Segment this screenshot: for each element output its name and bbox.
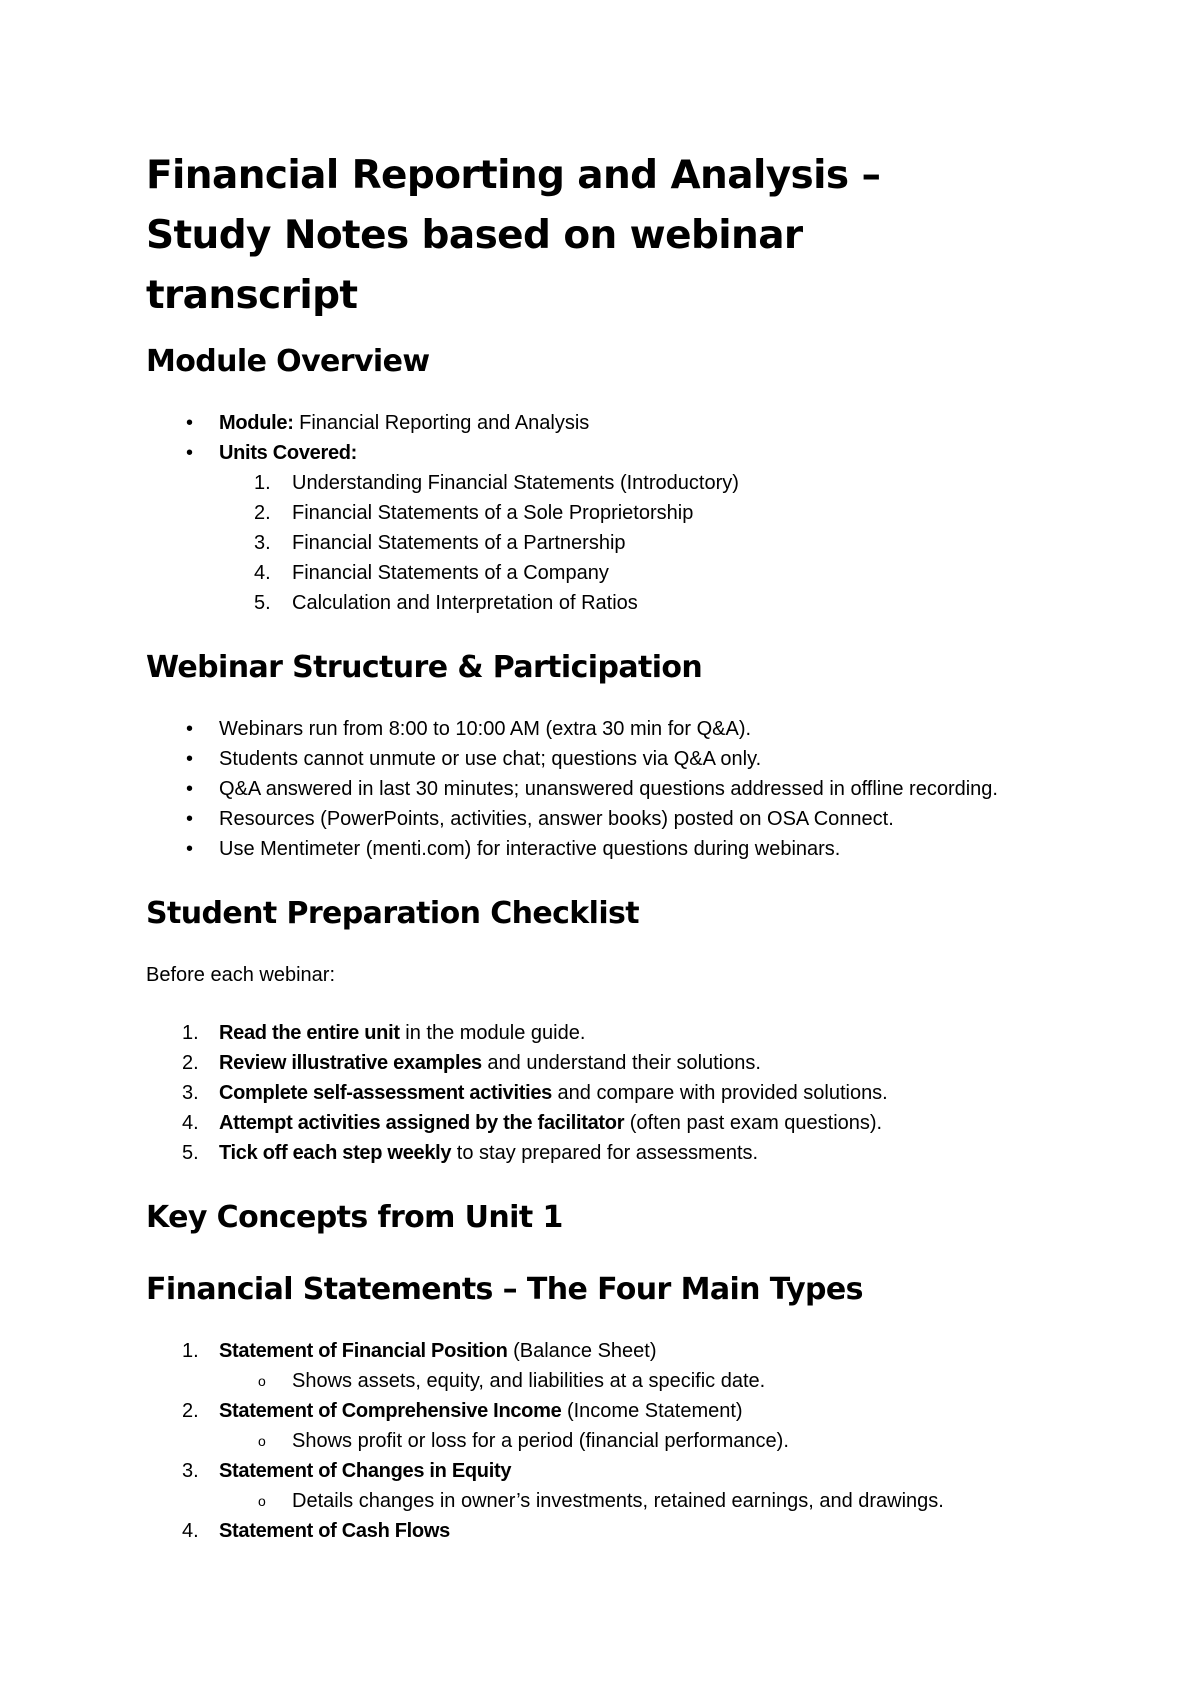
unit-item xyxy=(146,498,1046,528)
statement-item xyxy=(146,1516,1046,1546)
statements-list xyxy=(146,1336,1046,1546)
heading-module-overview: Module Overview xyxy=(146,344,430,379)
statement-detail-text: Shows assets, equity, and liabilities at a specific date. xyxy=(292,1370,766,1392)
unit-text: Understanding Financial Statements (Introductory) xyxy=(292,472,739,494)
list-item xyxy=(146,714,1046,744)
list-item xyxy=(146,804,1046,834)
module-value: Financial Reporting and Analysis xyxy=(293,412,590,434)
bullet-icon: • xyxy=(186,838,194,860)
bullet-icon: • xyxy=(186,748,194,770)
step-bold: Read the entire unit xyxy=(219,1022,400,1044)
list-item-text: Resources (PowerPoints, activities, answer books) posted on OSA Connect. xyxy=(219,808,894,830)
statement-item xyxy=(146,1336,1046,1366)
circle-bullet-icon: o xyxy=(258,1433,266,1449)
list-number: 3. xyxy=(254,532,271,554)
module-overview-list xyxy=(146,408,1046,468)
circle-bullet-icon: o xyxy=(258,1373,266,1389)
list-number: 3. xyxy=(182,1082,199,1104)
statement-detail xyxy=(146,1426,1046,1456)
list-item-text: Students cannot unmute or use chat; questions via Q&A only. xyxy=(219,748,762,770)
step-rest: (often past exam questions). xyxy=(624,1112,883,1134)
bullet-icon: • xyxy=(186,718,194,740)
checklist-step xyxy=(146,1108,1046,1138)
heading-webinar-structure: Webinar Structure & Participation xyxy=(146,650,703,685)
step-bold: Review illustrative examples xyxy=(219,1052,482,1074)
list-number: 4. xyxy=(182,1520,199,1542)
document-title: Financial Reporting and Analysis – Study Notes based on webinar transcript xyxy=(146,153,881,318)
list-number: 1. xyxy=(254,472,271,494)
list-number: 1. xyxy=(182,1340,199,1362)
circle-bullet-icon: o xyxy=(258,1493,266,1509)
unit-text: Financial Statements of a Partnership xyxy=(292,532,626,554)
list-item xyxy=(146,438,1046,468)
statement-detail-text: Details changes in owner’s investments, retained earnings, and drawings. xyxy=(292,1490,944,1512)
list-number: 2. xyxy=(182,1400,199,1422)
heading-preparation-checklist: Student Preparation Checklist xyxy=(146,896,640,931)
bullet-icon: • xyxy=(186,778,194,800)
list-number: 5. xyxy=(182,1142,199,1164)
list-item-text: Q&A answered in last 30 minutes; unanswered questions addressed in offline recording. xyxy=(219,778,998,800)
list-item xyxy=(146,774,1046,804)
unit-item xyxy=(146,558,1046,588)
list-number: 1. xyxy=(182,1022,199,1044)
units-list xyxy=(146,468,1046,618)
list-number: 4. xyxy=(254,562,271,584)
step-bold: Tick off each step weekly xyxy=(219,1142,452,1164)
checklist-step xyxy=(146,1138,1046,1168)
statement-name: Statement of Changes in Equity xyxy=(219,1460,512,1482)
step-rest: in the module guide. xyxy=(399,1022,586,1044)
bullet-icon: • xyxy=(186,442,194,464)
unit-text: Financial Statements of a Sole Proprietorship xyxy=(292,502,694,524)
checklist-step xyxy=(146,1048,1046,1078)
checklist-step xyxy=(146,1018,1046,1048)
list-item xyxy=(146,744,1046,774)
statement-item xyxy=(146,1396,1046,1426)
document-content xyxy=(146,146,1046,1546)
list-number: 4. xyxy=(182,1112,199,1134)
statement-detail-text: Shows profit or loss for a period (financial performance). xyxy=(292,1430,789,1452)
step-rest: and understand their solutions. xyxy=(481,1052,761,1074)
webinar-list xyxy=(146,714,1046,864)
list-item-text: Use Mentimeter (menti.com) for interactive questions during webinars. xyxy=(219,838,841,860)
statement-name: Statement of Comprehensive Income xyxy=(219,1400,562,1422)
unit-item xyxy=(146,588,1046,618)
statement-detail xyxy=(146,1486,1046,1516)
statement-item xyxy=(146,1456,1046,1486)
list-item-text: Webinars run from 8:00 to 10:00 AM (extra 30 min for Q&A). xyxy=(219,718,752,740)
statement-alias: (Balance Sheet) xyxy=(507,1340,657,1362)
statement-detail xyxy=(146,1366,1046,1396)
list-number: 3. xyxy=(182,1460,199,1482)
heading-key-concepts: Key Concepts from Unit 1 xyxy=(146,1200,563,1235)
module-label: Module: xyxy=(219,412,294,434)
statement-name: Statement of Cash Flows xyxy=(219,1520,450,1542)
bullet-icon: • xyxy=(186,412,194,434)
checklist-intro: Before each webinar: xyxy=(146,964,336,986)
list-number: 5. xyxy=(254,592,271,614)
step-bold: Attempt activities assigned by the facilitator xyxy=(219,1112,625,1134)
step-bold: Complete self-assessment activities xyxy=(219,1082,552,1104)
list-item xyxy=(146,834,1046,864)
heading-four-main-types: Financial Statements – The Four Main Types xyxy=(146,1272,863,1307)
units-label: Units Covered: xyxy=(219,442,358,464)
list-item xyxy=(146,408,1046,438)
list-number: 2. xyxy=(182,1052,199,1074)
statement-name: Statement of Financial Position xyxy=(219,1340,508,1362)
unit-text: Calculation and Interpretation of Ratios xyxy=(292,592,638,614)
bullet-icon: • xyxy=(186,808,194,830)
unit-item xyxy=(146,468,1046,498)
step-rest: to stay prepared for assessments. xyxy=(451,1142,759,1164)
unit-text: Financial Statements of a Company xyxy=(292,562,609,584)
statement-alias: (Income Statement) xyxy=(561,1400,743,1422)
checklist-steps xyxy=(146,1018,1046,1168)
checklist-step xyxy=(146,1078,1046,1108)
list-number: 2. xyxy=(254,502,271,524)
step-rest: and compare with provided solutions. xyxy=(552,1082,888,1104)
unit-item xyxy=(146,528,1046,558)
